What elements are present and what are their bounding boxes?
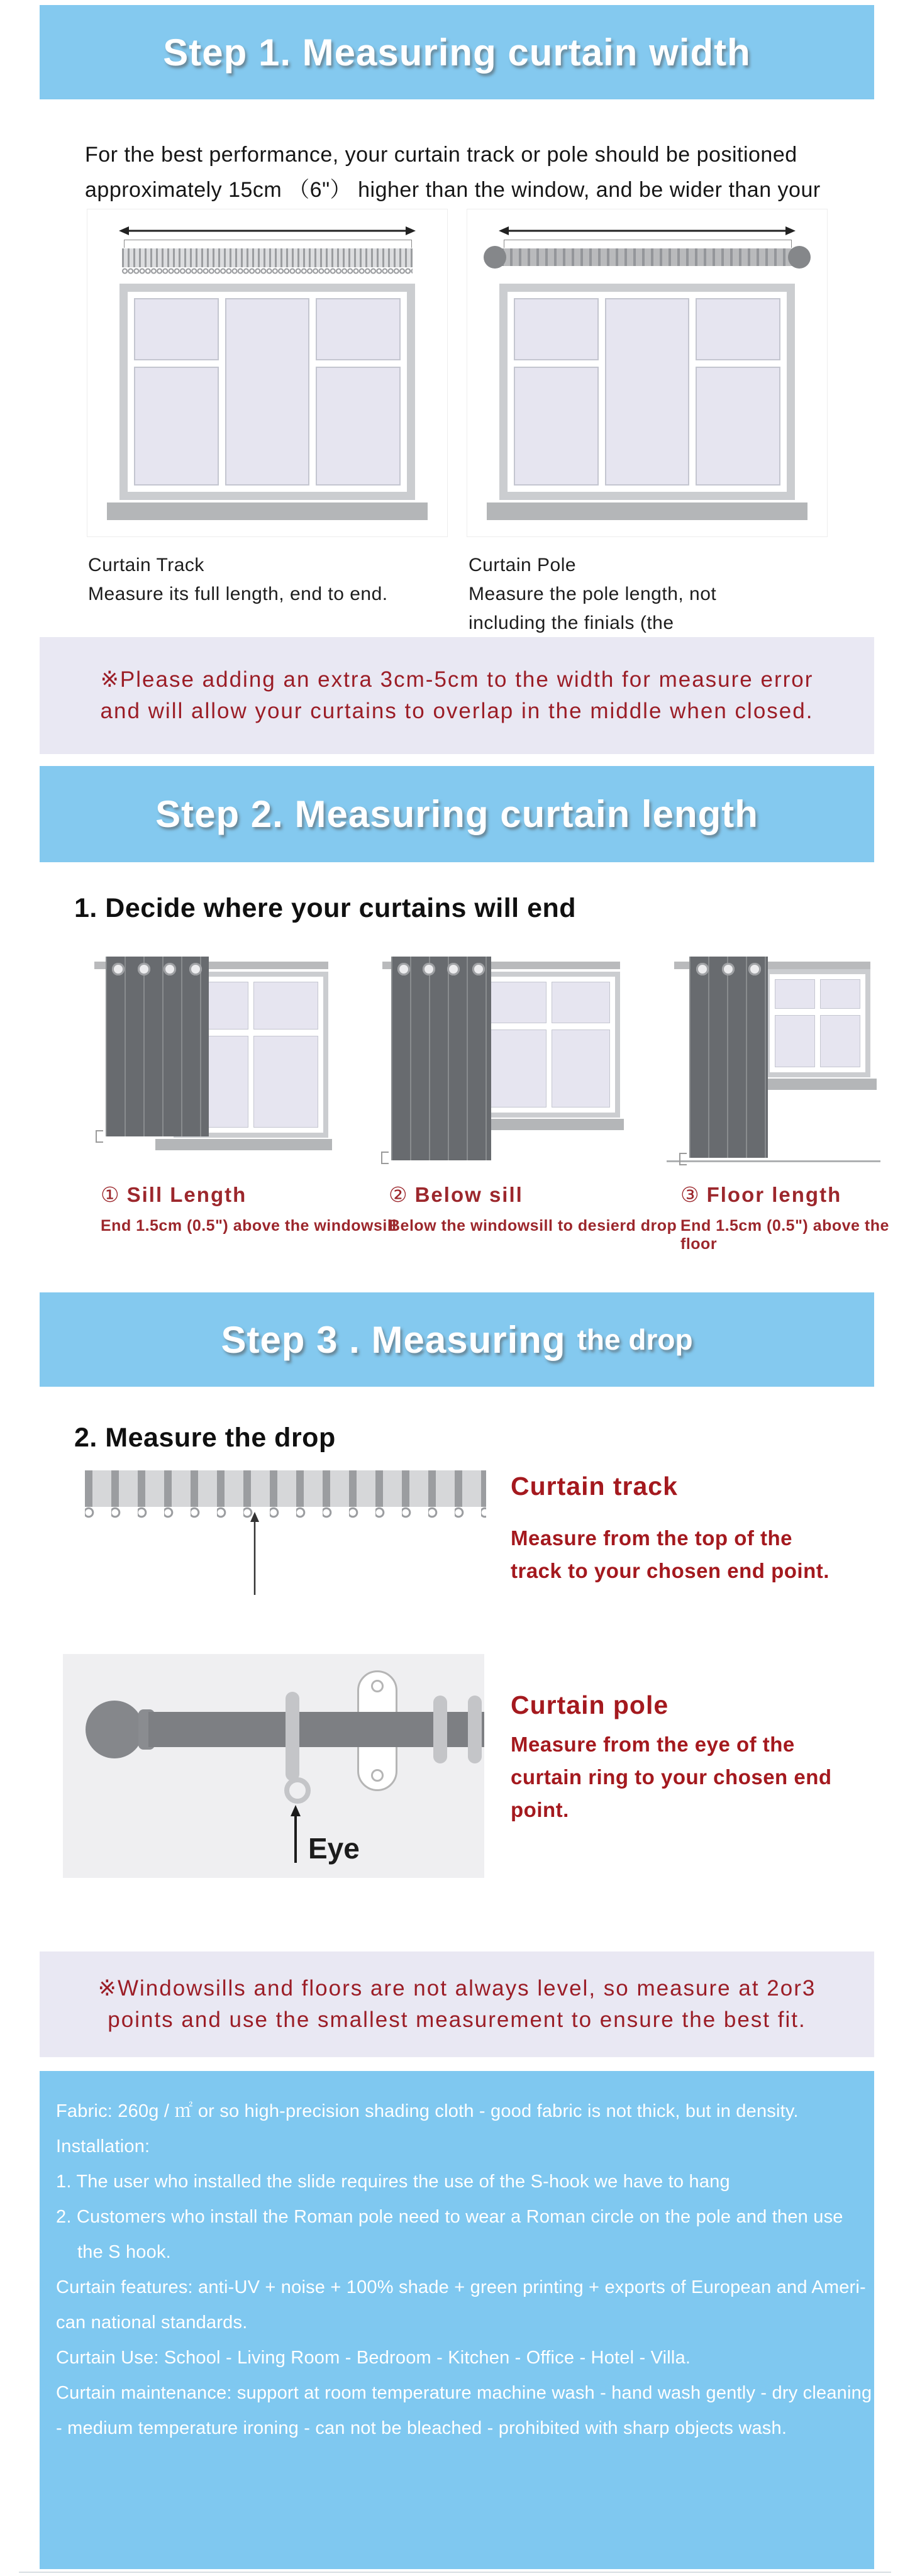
floor-line — [667, 1160, 880, 1162]
step1-intro — [85, 137, 890, 208]
curtain-grommets — [106, 963, 209, 975]
option-title: Below sill — [414, 1183, 523, 1206]
track-hook-eyes — [85, 1507, 486, 1521]
option-title: Floor length — [706, 1183, 842, 1206]
curtain-track-desc — [511, 1522, 830, 1587]
eye-label: Eye — [308, 1832, 360, 1865]
curtain-track-caption-body: Measure its full length, end to end. — [88, 584, 388, 604]
curtain-pole-caption-line1: Measure the pole length, not — [469, 584, 717, 604]
measure-tick — [679, 1153, 687, 1165]
floor-length-caption — [680, 1182, 910, 1253]
curtain-pole-desc-line2: curtain ring to your chosen end — [511, 1765, 832, 1789]
curtain-pole-photo-illustration — [63, 1654, 484, 1878]
curtain-pole-caption — [469, 551, 716, 638]
info-line: - medium temperature ironing - can not be bleached - prohibited with sharp objects wash. — [56, 2418, 787, 2438]
curtain-panel — [106, 957, 209, 1136]
curtain-track-diagram — [87, 209, 448, 537]
measure-tick — [96, 1130, 103, 1143]
option-desc: End 1.5cm (0.5") above the windowsill — [101, 1217, 397, 1235]
step1-banner — [40, 5, 874, 99]
curtain-ring — [433, 1696, 447, 1763]
info-line: 2. Customers who install the Roman pole need to wear a Roman circle on the pole and then use — [56, 2207, 843, 2227]
option-number: ① — [101, 1183, 121, 1206]
ring-eye — [284, 1777, 311, 1804]
curtain-pole-caption-title: Curtain Pole — [469, 555, 577, 575]
curtain-track-desc-line2: track to your chosen end point. — [511, 1559, 830, 1582]
pole-finial-right — [788, 246, 811, 269]
step3-banner-title: Step 3 . Measuring — [221, 1318, 566, 1361]
window-illustration — [477, 972, 620, 1118]
step3-heading: 2. Measure the drop — [74, 1423, 336, 1453]
width-note-line1: ※Please adding an extra 3cm-5cm to the width for measure error — [100, 667, 814, 692]
curtain-pole-desc — [511, 1728, 832, 1826]
step2-heading: 1. Decide where your curtains will end — [74, 893, 577, 923]
window-sill — [155, 1139, 332, 1150]
info-line: can national standards. — [56, 2312, 248, 2333]
sill-length-diagram — [94, 953, 328, 1174]
curtain-pole-desc-line3: point. — [511, 1798, 569, 1821]
option-number: ② — [389, 1183, 409, 1206]
step3-banner — [40, 1292, 874, 1387]
pole-bar — [501, 248, 793, 266]
width-measure-note — [40, 637, 874, 754]
curtain-panel — [689, 957, 768, 1158]
curtain-track-desc-line1: Measure from the top of the — [511, 1526, 793, 1550]
track-gliders — [122, 267, 413, 275]
window-illustration — [119, 284, 415, 500]
bottom-divider — [19, 2572, 891, 2573]
intro-line-2: approximately 15cm （6"） higher than the window, and be wider than your — [85, 178, 821, 202]
curtain-track-illustration — [122, 248, 413, 267]
info-line: 1. The user who installed the slide requires the use of the S-hook we have to hang — [56, 2172, 730, 2192]
step2-banner-title: Step 2. Measuring curtain length — [155, 793, 758, 835]
curtain-track-caption — [88, 551, 388, 609]
level-measure-note — [40, 1951, 874, 2057]
width-note-line2: and will allow your curtains to overlap in the middle when closed. — [100, 699, 814, 723]
curtain-grommets — [391, 963, 491, 975]
curtain-grommets — [689, 963, 768, 975]
info-line: the S hook. — [77, 2242, 171, 2262]
curtain-track-strip-illustration — [85, 1470, 486, 1507]
curtain-ring-with-eye — [286, 1692, 299, 1781]
window-sill — [487, 502, 807, 520]
step2-banner — [40, 766, 874, 862]
window-illustration — [499, 284, 795, 500]
pole-finial-left — [484, 246, 506, 269]
measure-bracket — [124, 240, 412, 248]
bracket-screw-hole — [371, 1680, 384, 1692]
curtain-pole-diagram — [467, 209, 828, 537]
curtain-pole-illustration — [486, 243, 808, 271]
step1-banner-title: Step 1. Measuring curtain width — [163, 31, 751, 74]
info-line: Curtain maintenance: support at room temperature machine wash - hand wash gently - dry cleaning — [56, 2383, 872, 2403]
curtain-pole-heading: Curtain pole — [511, 1690, 669, 1719]
info-line: Installation: — [56, 2136, 150, 2157]
curtain-panel — [391, 957, 491, 1160]
product-info-box — [40, 2071, 874, 2569]
width-arrow-icon — [499, 225, 796, 237]
curtain-pole-desc-line1: Measure from the eye of the — [511, 1733, 795, 1756]
bracket-screw-hole — [371, 1769, 384, 1782]
curtain-track-caption-title: Curtain Track — [88, 555, 204, 575]
pole-finial-ball — [86, 1701, 143, 1758]
option-desc: End 1.5cm (0.5") above the floor — [680, 1217, 889, 1253]
option-number: ③ — [680, 1183, 701, 1206]
curtain-pole-caption-line2: including the finials (the — [469, 613, 674, 633]
width-arrow-icon — [119, 225, 416, 237]
window-sill — [749, 1079, 877, 1090]
up-arrow-icon — [248, 1512, 261, 1595]
option-desc: Below the windowsill to desierd drop — [389, 1217, 677, 1235]
info-line: Curtain Use: School - Living Room - Bedroom - Kitchen - Office - Hotel - Villa. — [56, 2348, 691, 2368]
level-note-line2: points and use the smallest measurement to ensure the best fit. — [108, 2007, 806, 2032]
window-sill — [107, 502, 428, 520]
window-illustration — [765, 969, 870, 1077]
info-line: Curtain features: anti-UV + noise + 100% shade + green printing + exports of European and Ameri- — [56, 2277, 866, 2297]
curtain-ring — [468, 1696, 482, 1763]
below-sill-caption — [389, 1182, 677, 1235]
floor-length-diagram — [674, 953, 870, 1174]
below-sill-diagram — [382, 953, 620, 1174]
step3-banner-subtitle: the drop — [577, 1323, 693, 1356]
curtain-track-heading: Curtain track — [511, 1472, 678, 1501]
intro-line-1: For the best performance, your curtain track or pole should be positioned — [85, 143, 797, 167]
option-title: Sill Length — [126, 1183, 247, 1206]
measure-tick — [381, 1152, 389, 1164]
info-line: Fabric: 260g / ㎡ or so high-precision shading cloth - good fabric is not thick, but in density. — [56, 2101, 799, 2121]
level-note-line1: ※Windowsills and floors are not always level, so measure at 2or3 — [97, 1976, 816, 2001]
sill-length-caption — [101, 1182, 397, 1235]
eye-arrow-icon — [289, 1805, 302, 1863]
